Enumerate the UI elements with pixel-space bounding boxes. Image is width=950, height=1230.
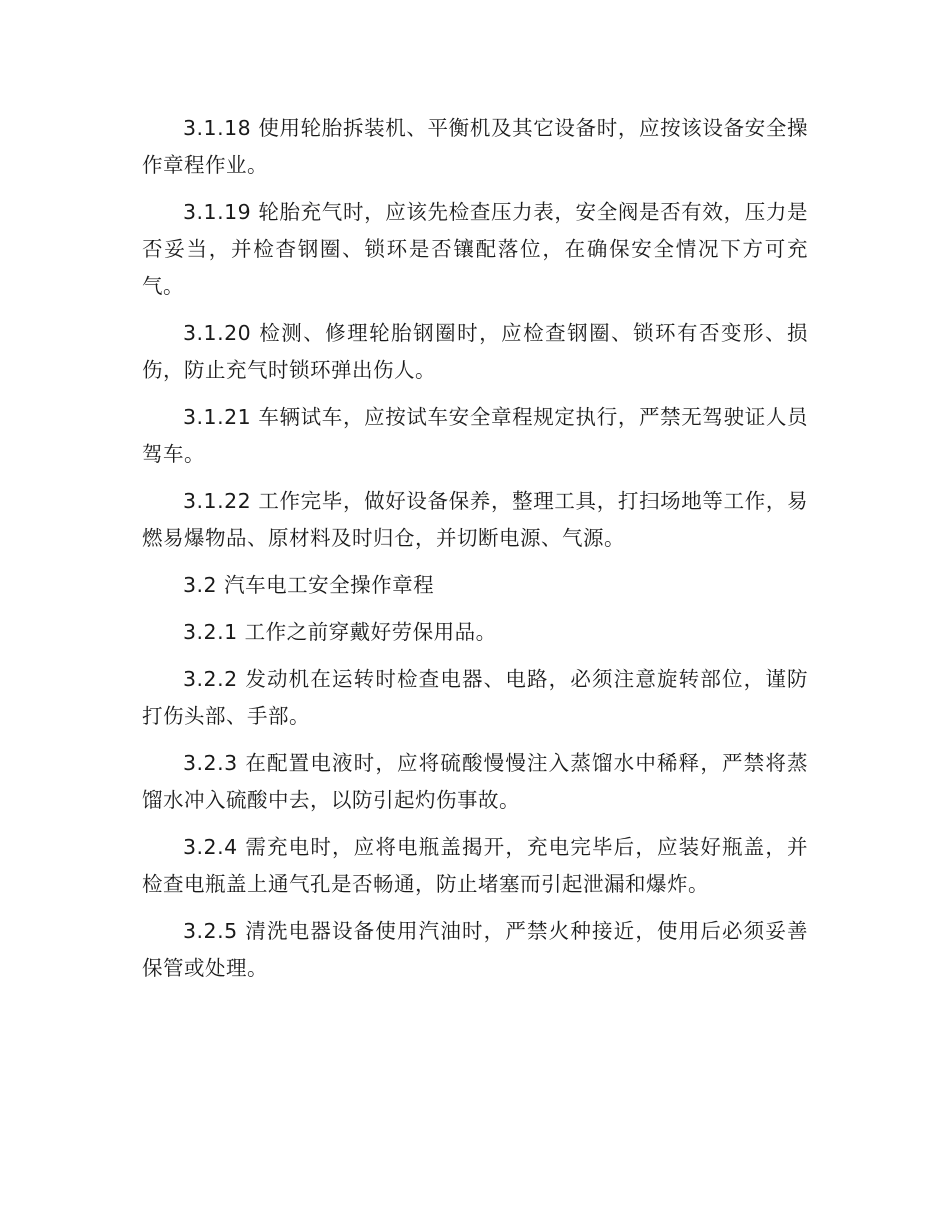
- paragraph-3-1-19: 3.1.19 轮胎充气时，应该先检查压力表，安全阀是否有效，压力是否妥当，并检杳钢圈、锁环是否镶配落位，在确保安全情况下方可充气。: [142, 200, 808, 298]
- document-body: [142, 110, 808, 997]
- paragraph-3-1-20: 3.1.20 检测、修理轮胎钢圈时，应检查钢圈、锁环有否变形、损伤，防止充气时锁环弹出伤人。: [142, 321, 808, 382]
- paragraph-3-2-3: 3.2.3 在配置电液时，应将硫酸慢慢注入蒸馏水中稀释，严禁将蒸馏水冲入硫酸中去，以防引起灼伤事故。: [142, 751, 808, 812]
- paragraph-3-2-1: 3.2.1 工作之前穿戴好劳保用品。: [183, 620, 497, 644]
- section-heading-3-2: 3.2 汽车电工安全操作章程: [183, 573, 435, 597]
- paragraph-3-1-21: 3.1.21 车辆试车，应按试车安全章程规定执行，严禁无驾驶证人员驾车。: [142, 405, 808, 466]
- paragraph-3-2-2: 3.2.2 发动机在运转时检查电器、电路，必须注意旋转部位，谨防打伤头部、手部。: [142, 667, 808, 728]
- paragraph-3-2-4: 3.2.4 需充电时，应将电瓶盖揭开，充电完毕后，应装好瓶盖，并检查电瓶盖上通气孔是否畅通，防止堵塞而引起泄漏和爆炸。: [142, 835, 808, 896]
- paragraph-3-1-18: 3.1.18 使用轮胎拆装机、平衡机及其它设备时，应按该设备安全操作章程作业。: [142, 116, 808, 177]
- paragraph-3-1-22: 3.1.22 工作完毕，做好设备保养，整理工具，打扫场地等工作，易燃易爆物品、原材料及时归仓，并切断电源、气源。: [142, 489, 808, 550]
- paragraph-3-2-5: 3.2.5 清洗电器设备使用汽油时，严禁火种接近，使用后必须妥善保管或处理。: [142, 919, 808, 980]
